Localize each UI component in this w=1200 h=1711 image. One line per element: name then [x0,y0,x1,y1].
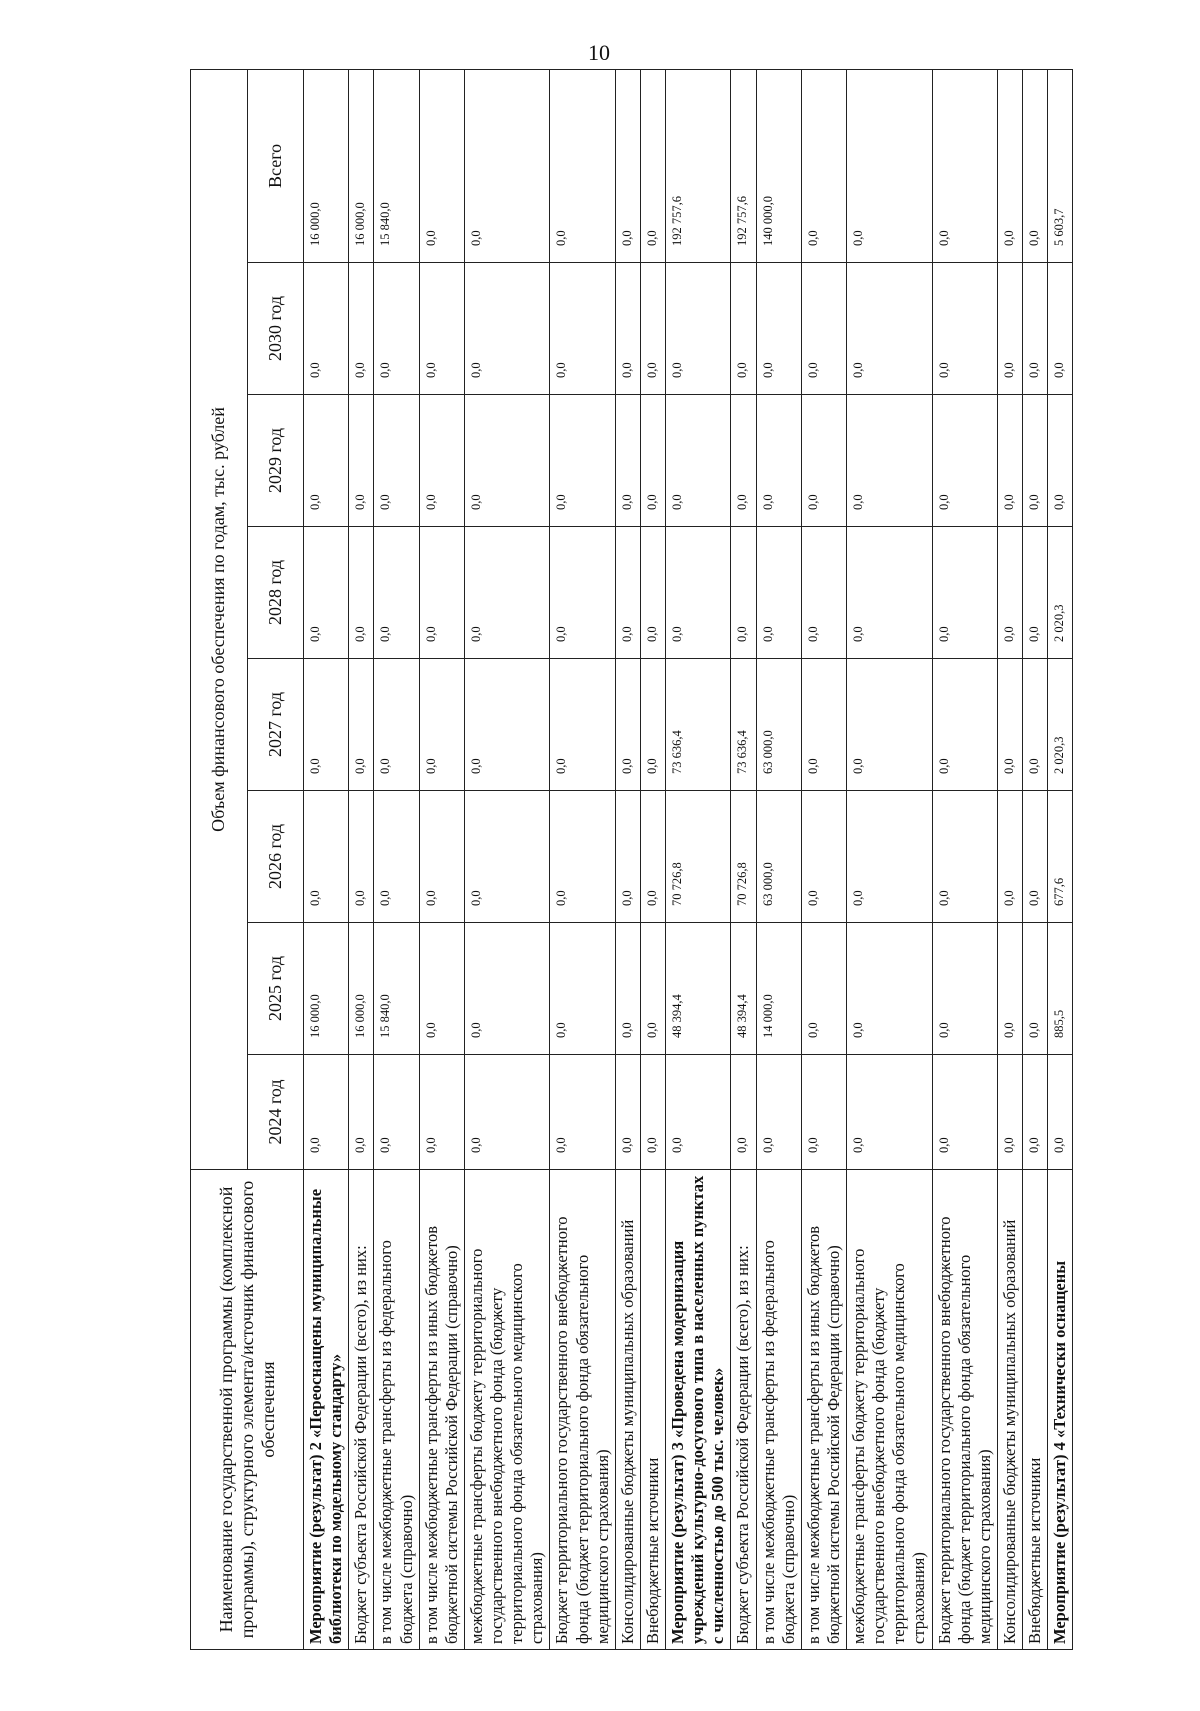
row-value: 63 000,0 [756,791,801,923]
row-value: 0,0 [304,791,349,923]
row-value: 0,0 [464,923,550,1055]
row-value: 0,0 [731,395,756,527]
row-label: Внебюджетные источники [1023,1170,1048,1650]
row-value: 0,0 [640,659,665,791]
table-row [550,69,615,1649]
row-label: Мероприятие (результат) 2 «Переоснащены муниципальные библиотеки по модельному стандарту» [304,1170,349,1650]
column-header: 2024 год [247,1055,304,1170]
row-value: 0,0 [847,263,933,395]
row-value: 0,0 [731,1055,756,1170]
row-value: 48 394,4 [666,923,731,1055]
row-value: 0,0 [419,659,464,791]
row-value: 0,0 [349,395,374,527]
row-value: 0,0 [932,1055,997,1170]
row-value: 0,0 [847,395,933,527]
column-header: 2025 год [247,923,304,1055]
table-row [666,69,731,1649]
column-header: 2027 год [247,659,304,791]
row-value: 14 000,0 [756,923,801,1055]
row-label: Бюджет субъекта Российской Федерации (всего), из них: [731,1170,756,1650]
row-value: 0,0 [374,263,419,395]
row-value: 0,0 [615,1055,640,1170]
row-value: 0,0 [801,527,846,659]
row-value: 0,0 [801,791,846,923]
row-value: 0,0 [550,923,615,1055]
row-value: 0,0 [374,659,419,791]
row-value: 0,0 [1048,263,1073,395]
row-value: 0,0 [731,527,756,659]
column-header: 2028 год [247,527,304,659]
row-value: 0,0 [756,395,801,527]
row-value: 0,0 [349,659,374,791]
row-value: 0,0 [932,527,997,659]
table-row [304,69,349,1649]
row-value: 0,0 [997,69,1022,262]
table-row [932,69,997,1649]
row-value: 0,0 [1023,923,1048,1055]
table-row [801,69,846,1649]
row-value: 16 000,0 [304,923,349,1055]
row-label: Мероприятие (результат) 4 «Технически оснащены [1048,1170,1073,1650]
row-value: 0,0 [615,923,640,1055]
row-value: 0,0 [640,1055,665,1170]
row-label: Мероприятие (результат) 3 «Проведена модернизация учреждений культурно-досугового типа в населенных пунктах с численностью до 500 тыс. человек» [666,1170,731,1650]
row-label: Консолидированные бюджеты муниципальных образований [615,1170,640,1650]
row-value: 0,0 [1023,659,1048,791]
row-value: 5 603,7 [1048,69,1073,262]
row-value: 2 020,3 [1048,527,1073,659]
row-label: в том числе межбюджетные трансферты из федерального бюджета (справочно) [374,1170,419,1650]
row-value: 16 000,0 [349,69,374,262]
row-value: 0,0 [550,527,615,659]
row-value: 0,0 [932,791,997,923]
row-value: 0,0 [997,1055,1022,1170]
row-label: в том числе межбюджетные трансферты из иных бюджетов бюджетной системы Российской Федерации (справочно) [419,1170,464,1650]
column-header: Всего [247,69,304,262]
row-value: 0,0 [847,69,933,262]
row-value: 0,0 [615,395,640,527]
row-value: 0,0 [801,659,846,791]
row-value: 0,0 [847,527,933,659]
row-value: 192 757,6 [666,69,731,262]
row-label: в том числе межбюджетные трансферты из федерального бюджета (справочно) [756,1170,801,1650]
row-value: 70 726,8 [666,791,731,923]
row-value: 0,0 [997,527,1022,659]
row-value: 0,0 [550,69,615,262]
table-row [419,69,464,1649]
row-value: 0,0 [666,527,731,659]
row-value: 0,0 [419,791,464,923]
row-label: Бюджет субъекта Российской Федерации (всего), из них: [349,1170,374,1650]
row-value: 0,0 [756,1055,801,1170]
row-value: 0,0 [304,659,349,791]
row-value: 0,0 [932,69,997,262]
row-value: 0,0 [419,69,464,262]
row-value: 73 636,4 [666,659,731,791]
rotated-table-content [190,70,1200,1650]
row-value: 70 726,8 [731,791,756,923]
row-value: 0,0 [304,1055,349,1170]
row-value: 0,0 [997,791,1022,923]
row-value: 0,0 [419,395,464,527]
row-value: 0,0 [847,1055,933,1170]
row-value: 0,0 [615,659,640,791]
row-value: 0,0 [1023,69,1048,262]
column-header: 2029 год [247,395,304,527]
row-value: 16 000,0 [349,923,374,1055]
page-number: 10 [588,40,610,65]
row-value: 0,0 [847,923,933,1055]
row-value: 0,0 [1023,263,1048,395]
row-value: 677,6 [1048,791,1073,923]
row-value: 0,0 [615,791,640,923]
row-value: 0,0 [464,791,550,923]
financing-table [190,69,1073,1650]
row-value: 0,0 [801,395,846,527]
row-value: 0,0 [997,395,1022,527]
header-name-cell: Наименование государственной программы (комплексной программы), структурного элемента/источник финансового обеспечения [191,1170,304,1650]
table-row [756,69,801,1649]
row-value: 0,0 [419,263,464,395]
row-value: 0,0 [464,395,550,527]
table-row [731,69,756,1649]
row-value: 0,0 [640,923,665,1055]
row-value: 0,0 [349,527,374,659]
row-label: Бюджет территориального государственного внебюджетного фонда (бюджет территориального фонда обязательного медицинского страхования) [550,1170,615,1650]
row-label: в том числе межбюджетные трансферты из иных бюджетов бюджетной системы Российской Федерации (справочно) [801,1170,846,1650]
row-value: 885,5 [1048,923,1073,1055]
row-value: 0,0 [932,659,997,791]
row-value: 0,0 [932,923,997,1055]
row-label: межбюджетные трансферты бюджету территориального государственного внебюджетного фонда (бюджету территориального фонда обязательного медицинского страхования) [847,1170,933,1650]
row-value: 73 636,4 [731,659,756,791]
row-value: 0,0 [997,923,1022,1055]
row-value: 0,0 [1023,1055,1048,1170]
row-value: 0,0 [1048,395,1073,527]
row-value: 0,0 [374,1055,419,1170]
table-row [997,69,1022,1649]
row-value: 2 020,3 [1048,659,1073,791]
row-value: 0,0 [349,791,374,923]
row-value: 0,0 [349,1055,374,1170]
row-value: 48 394,4 [731,923,756,1055]
row-value: 0,0 [847,791,933,923]
row-value: 0,0 [304,395,349,527]
table-body [304,69,1073,1649]
row-value: 0,0 [374,791,419,923]
row-value: 0,0 [1023,791,1048,923]
column-header: 2030 год [247,263,304,395]
row-value: 0,0 [550,1055,615,1170]
row-value: 0,0 [997,659,1022,791]
header-volume-cell: Объем финансового обеспечения по годам, тыс. рублей [191,69,248,1169]
row-value: 0,0 [464,263,550,395]
row-value: 0,0 [1048,1055,1073,1170]
row-value: 0,0 [304,527,349,659]
row-value: 0,0 [666,1055,731,1170]
table-row [640,69,665,1649]
row-value: 0,0 [550,791,615,923]
row-value: 0,0 [550,659,615,791]
row-value: 0,0 [756,527,801,659]
row-value: 0,0 [419,1055,464,1170]
row-value: 0,0 [464,69,550,262]
row-label: Внебюджетные источники [640,1170,665,1650]
row-value: 140 000,0 [756,69,801,262]
row-value: 0,0 [640,791,665,923]
row-value: 0,0 [932,395,997,527]
row-value: 0,0 [640,69,665,262]
rotated-table-area [190,70,1200,1650]
row-value: 0,0 [419,527,464,659]
row-value: 0,0 [801,69,846,262]
table-row [847,69,933,1649]
table-row [374,69,419,1649]
table-row [615,69,640,1649]
row-value: 0,0 [419,923,464,1055]
table-row [1048,69,1073,1649]
row-value: 0,0 [374,527,419,659]
row-label: Бюджет территориального государственного внебюджетного фонда (бюджет территориального фонда обязательного медицинского страхования) [932,1170,997,1650]
row-value: 0,0 [932,263,997,395]
row-value: 0,0 [615,69,640,262]
row-value: 0,0 [464,659,550,791]
row-value: 0,0 [374,395,419,527]
row-value: 0,0 [801,1055,846,1170]
column-header: 2026 год [247,791,304,923]
row-value: 0,0 [1023,527,1048,659]
row-value: 0,0 [640,527,665,659]
table-row [349,69,374,1649]
row-value: 15 840,0 [374,923,419,1055]
row-value: 0,0 [550,395,615,527]
header-row-top [191,69,248,1649]
row-value: 0,0 [615,263,640,395]
row-value: 0,0 [1023,395,1048,527]
table-row [464,69,550,1649]
row-value: 0,0 [731,263,756,395]
row-label: межбюджетные трансферты бюджету территориального государственного внебюджетного фонда (бюджету территориального фонда обязательного медицинского страхования) [464,1170,550,1650]
row-value: 0,0 [756,263,801,395]
row-value: 0,0 [801,923,846,1055]
row-value: 192 757,6 [731,69,756,262]
row-value: 0,0 [801,263,846,395]
row-value: 0,0 [640,263,665,395]
row-value: 0,0 [464,1055,550,1170]
row-value: 0,0 [640,395,665,527]
table-row [1023,69,1048,1649]
row-label: Консолидированные бюджеты муниципальных образований [997,1170,1022,1650]
row-value: 0,0 [847,659,933,791]
row-value: 0,0 [666,263,731,395]
row-value: 0,0 [997,263,1022,395]
row-value: 0,0 [550,263,615,395]
row-value: 0,0 [666,395,731,527]
row-value: 16 000,0 [304,69,349,262]
row-value: 0,0 [615,527,640,659]
row-value: 0,0 [304,263,349,395]
row-value: 15 840,0 [374,69,419,262]
row-value: 63 000,0 [756,659,801,791]
row-value: 0,0 [464,527,550,659]
row-value: 0,0 [349,263,374,395]
